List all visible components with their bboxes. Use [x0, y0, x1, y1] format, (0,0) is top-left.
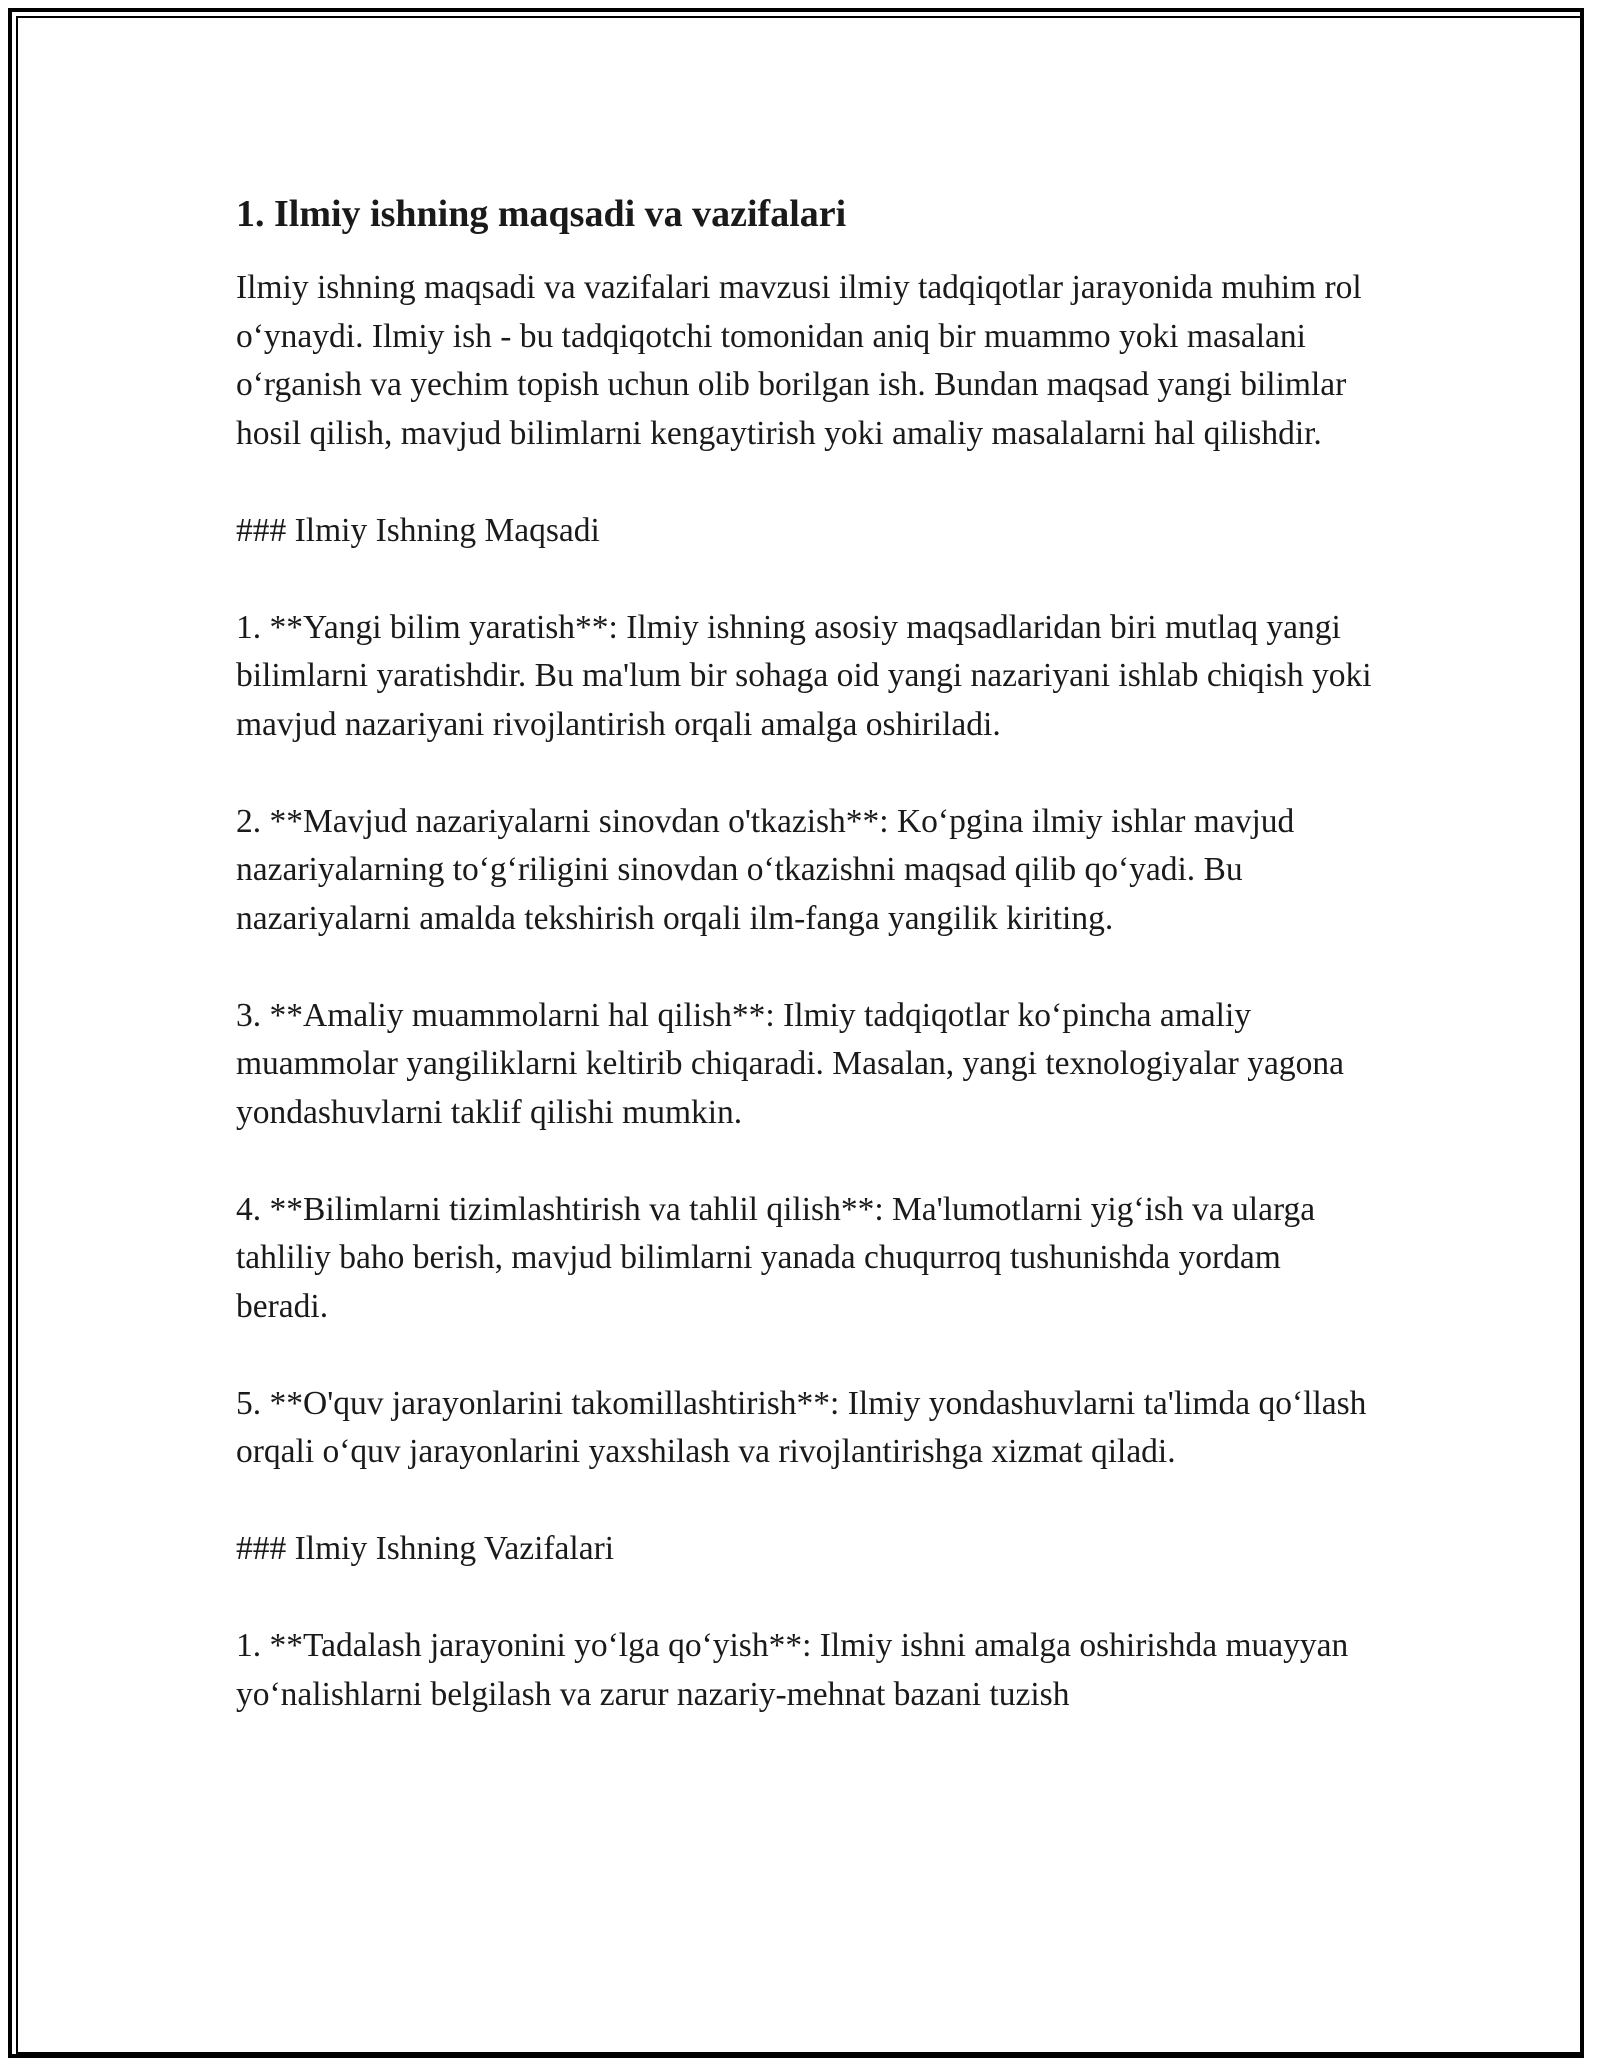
intro-paragraph: Ilmiy ishning maqsadi va vazifalari mavzusi ilmiy tadqiqotlar jarayonida muhim rol o‘ynaydi. Ilmiy ish - bu tadqiqotchi tomonidan aniq bir muammo yoki masalani o‘rganish va yechim topish uchun olib borilgan ish. Bundan maqsad yangi bilimlar hosil qilish, mavjud bilimlarni kengaytirish yoki amaliy masalalarni hal qilishdir. [236, 269, 1362, 452]
goal-item-1: 1. **Yangi bilim yaratish**: Ilmiy ishning asosiy maqsadlaridan biri mutlaq yangi bilimlarni yaratishdir. Bu ma'lum bir sohaga oid yangi nazariyani ishlab chiqish yoki mavjud nazariyani rivojlantirish orqali amalga oshiriladi. [236, 608, 1372, 743]
section-heading-vazifalari: ### Ilmiy Ishning Vazifalari [236, 1530, 615, 1567]
task-item-1: 1. **Tadalash jarayonini yo‘lga qo‘yish**: Ilmiy ishni amalga oshirishda muayyan yo‘nalishlarni belgilash va zarur nazariy-mehnat bazani tuzish [236, 1627, 1349, 1713]
document-body [236, 190, 1376, 1719]
spacer [236, 1574, 1376, 1623]
spacer [236, 458, 1376, 507]
goal-item-5: 5. **O'quv jarayonlarini takomillashtirish**: Ilmiy yondashuvlarni ta'limda qo‘llash orqali o‘quv jarayonlarini yaxshilash va rivojlantirishga xizmat qiladi. [236, 1384, 1367, 1470]
spacer [236, 943, 1376, 992]
spacer [236, 555, 1376, 604]
spacer [236, 1331, 1376, 1380]
goal-item-3: 3. **Amaliy muammolarni hal qilish**: Ilmiy tadqiqotlar ko‘pincha amaliy muammolar yangiliklarni keltirib chiqaradi. Masalan, yangi texnologiyalar yagona yondashuvlarni taklif qilishi mumkin. [236, 996, 1344, 1131]
spacer [236, 749, 1376, 798]
goal-item-2: 2. **Mavjud nazariyalarni sinovdan o'tkazish**: Ko‘pgina ilmiy ishlar mavjud nazariyalarning to‘g‘riligini sinovdan o‘tkazishni maqsad qilib qo‘yadi. Bu nazariyalarni amalda tekshirish orqali ilm-fanga yangilik kiriting. [236, 802, 1295, 937]
goal-item-4: 4. **Bilimlarni tizimlashtirish va tahlil qilish**: Ma'lumotlarni yig‘ish va ularga tahliliy baho berish, mavjud bilimlarni yanada chuqurroq tushunishda yordam beradi. [236, 1190, 1316, 1325]
section-heading-maqsadi: ### Ilmiy Ishning Maqsadi [236, 511, 600, 549]
spacer [236, 1137, 1376, 1186]
document-title: 1. Ilmiy ishning maqsadi va vazifalari [236, 193, 847, 235]
spacer [236, 1477, 1376, 1526]
